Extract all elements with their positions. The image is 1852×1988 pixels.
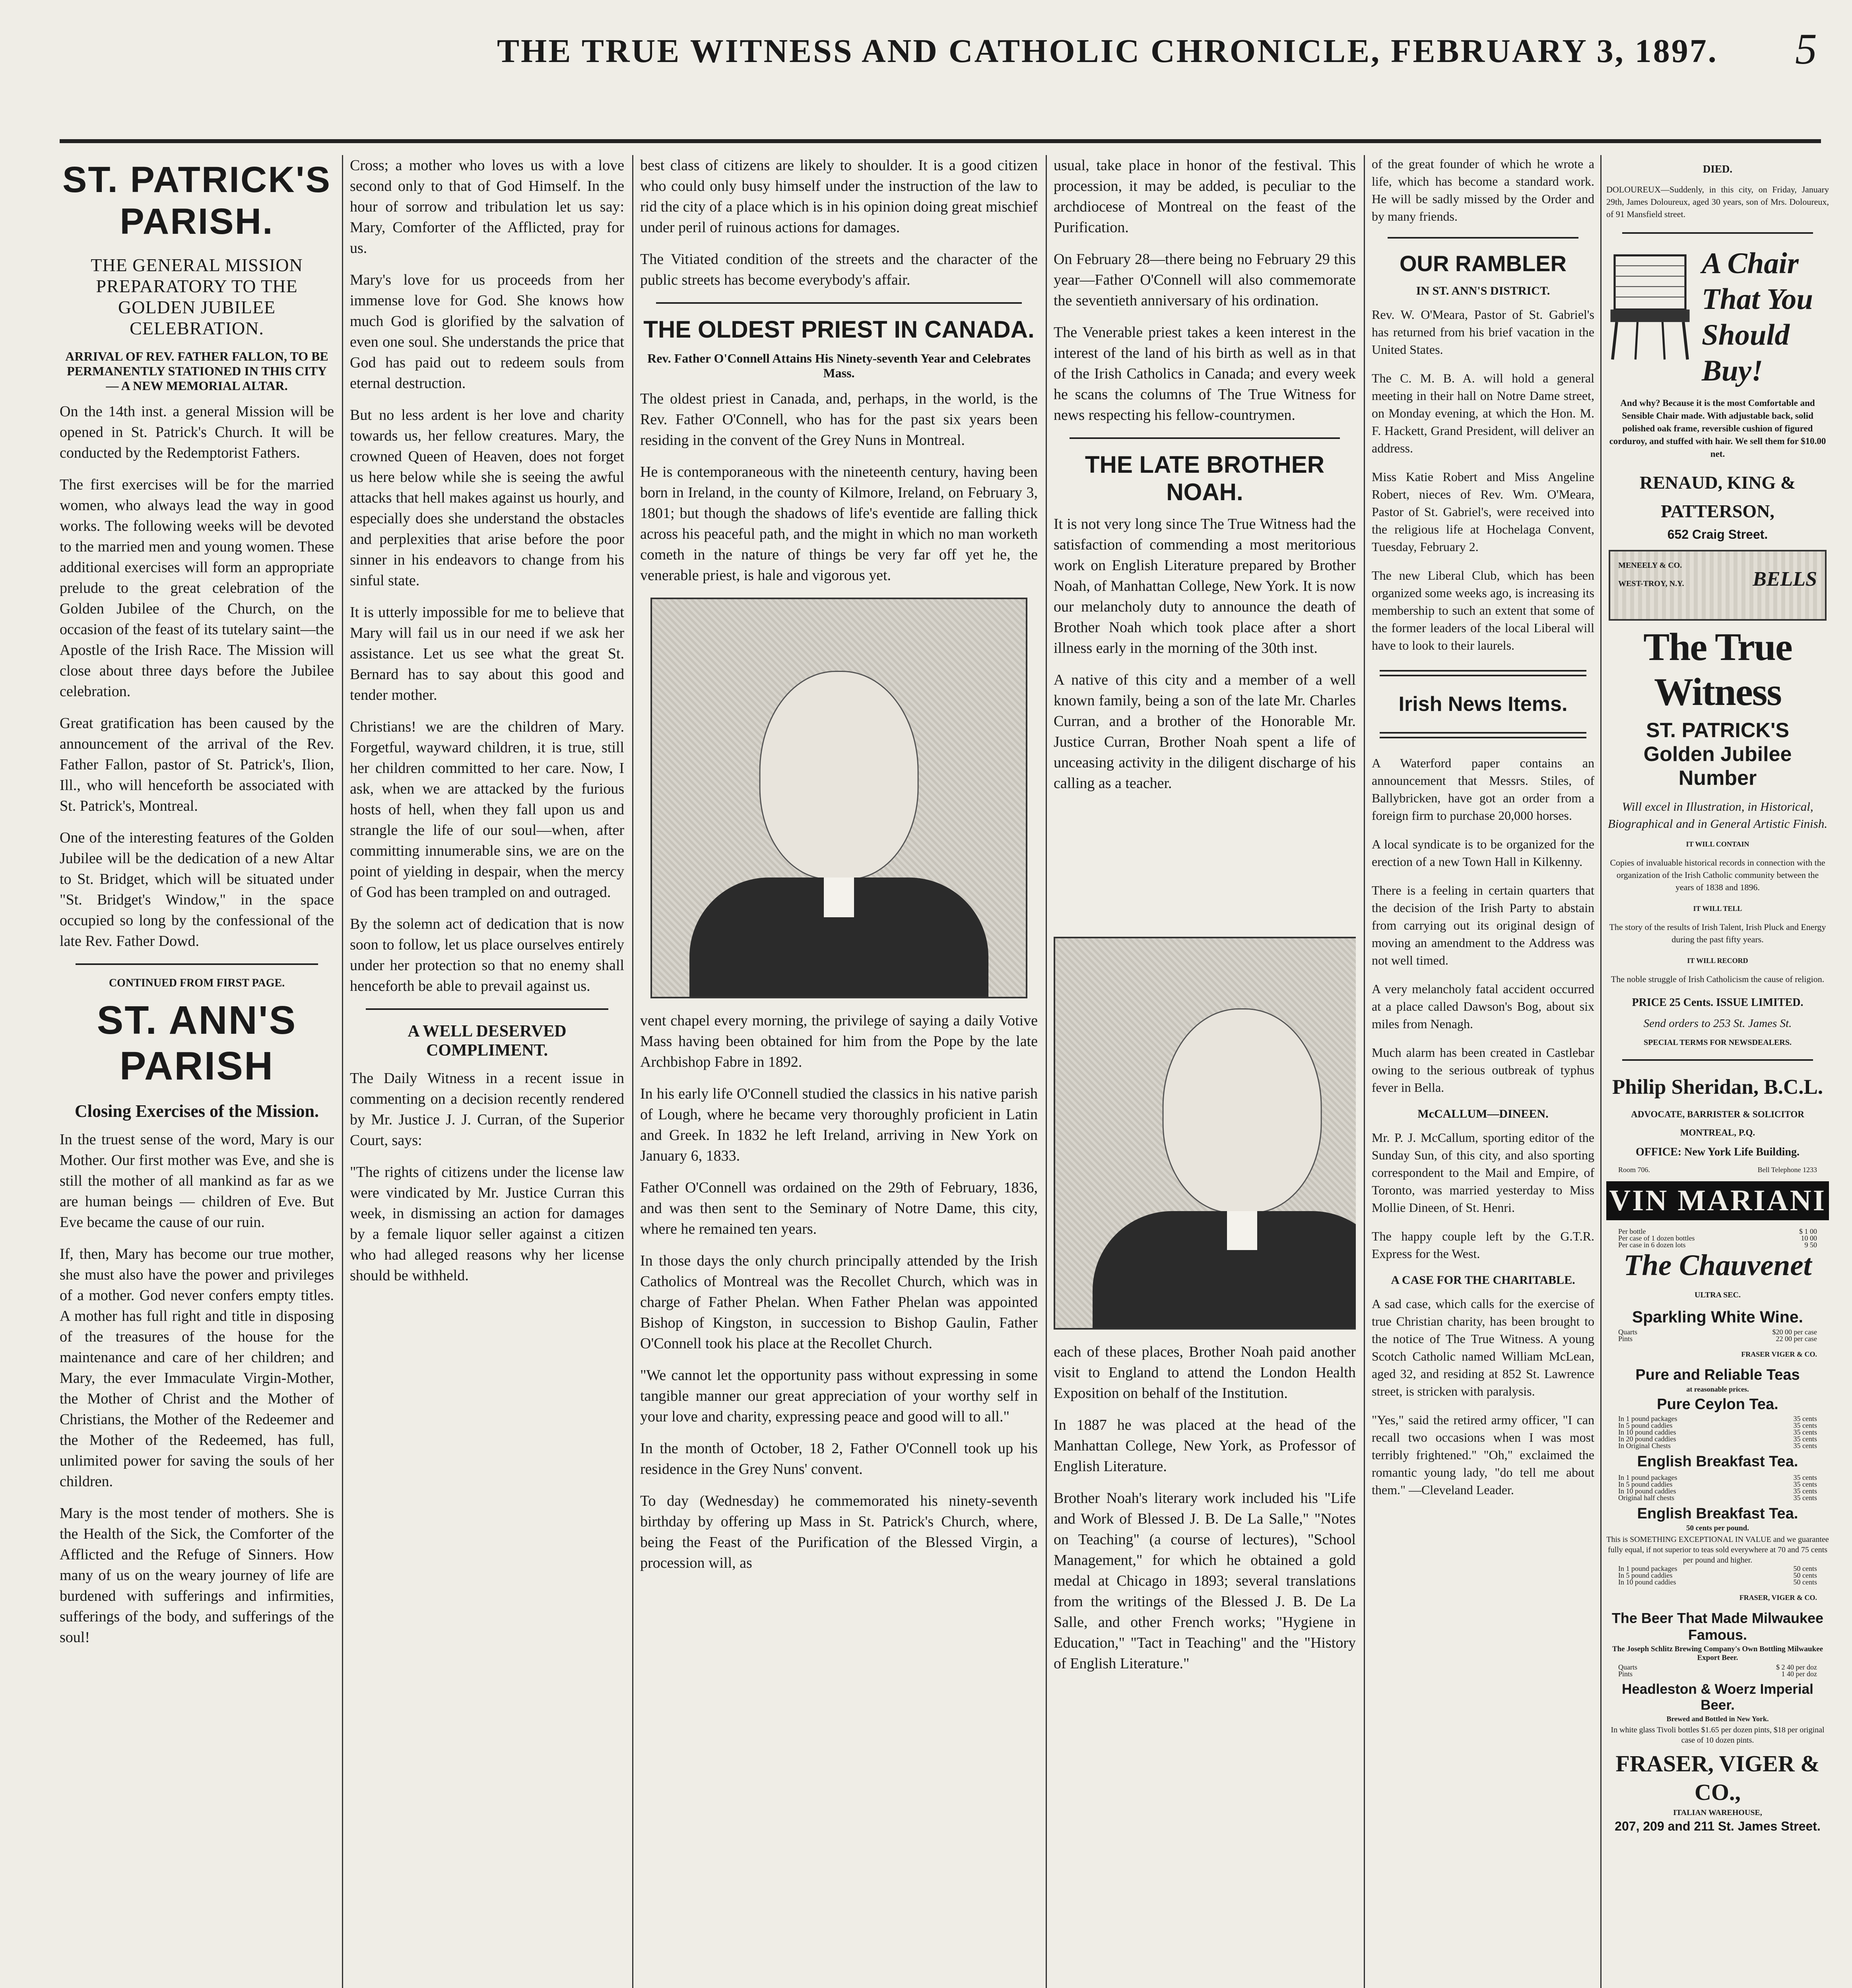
article-paragraph: A Waterford paper contains an announcement that Messrs. Stiles, of Ballybricken, have got an order from a foreign firm to purchase 20,000 horses.	[1372, 756, 1594, 823]
article-paragraph: On the 14th inst. a general Mission will be opened in St. Patrick's Church. It will be conducted by the Redemptorist Fathers.	[60, 403, 334, 461]
died-notice: DOLOUREUX—Suddenly, in this city, on Friday, January 29th, James Doloureux, aged 30 years, son of Mrs. Doloureux, of 91 Mansfield street.	[1606, 184, 1829, 219]
lawyer-office: OFFICE: New York Life Building.	[1636, 1146, 1800, 1158]
divider	[366, 1008, 608, 1010]
price-item: In 1 pound packages	[1618, 1474, 1677, 1481]
price-value: 50 cents	[1793, 1565, 1817, 1573]
lawyer-title: ADVOCATE, BARRISTER & SOLICITOR	[1631, 1109, 1804, 1119]
chair-icon	[1606, 246, 1694, 365]
column-5	[1372, 155, 1594, 1988]
fraser-big: FRASER, VIGER & CO.,	[1615, 1751, 1820, 1805]
price-row	[1606, 1579, 1829, 1586]
subheading-st-anns-district: IN ST. ANN'S DISTRICT.	[1416, 284, 1550, 297]
fraser-address: 207, 209 and 211 St. James Street.	[1615, 1819, 1821, 1833]
divider	[1070, 437, 1340, 439]
article-paragraph: A sad case, which calls for the exercise of true Christian charity, has been brought to the notice of The True Witness. A young Scotch Catholic named William McLean, aged 32, and residing at 852 St. Lawrence street, is stricken with paralysis.	[1372, 1297, 1594, 1398]
article-paragraph: There is a feeling in certain quarters that the decision of the Irish Party to abstain from carrying out its original design of moving an amendment to the Address was not well timed.	[1372, 883, 1594, 967]
portrait-face	[1163, 1008, 1322, 1213]
article-paragraph: A native of this city and a member of a well known family, being a son of the late Mr. Charles Curran, and a brother of the Honorable Mr. Justice Curran, Brother Noah spent a life of unceasing activity in the diligent discharge of his calling as a teacher.	[1054, 672, 1356, 792]
article-paragraph: It is not very long since The True Witness had the satisfaction of commending a most meritorious work on English Literature prepared by Brother Noah, of Manhattan College, New York. It is now our melancholy duty to announce the death of Brother Noah which took place after a short illness early in the morning of the 30th inst.	[1054, 516, 1356, 656]
price-value: $20 00 per case	[1772, 1328, 1817, 1336]
article-paragraph: But no less ardent is her love and charity towards us, her fellow creatures. Mary, the crowned Queen of Heaven, does not forget us here below while she is seeing the awful attacks that hell makes against us hourly, and especially does she understand the obstacles and perplexities that arise before the poor sinner in his endeavors to change from his sinful state.	[350, 407, 624, 589]
portrait-collar	[824, 878, 854, 917]
teas-heading: Pure and Reliable Teas	[1635, 1367, 1800, 1383]
ceylon-heading: Pure Ceylon Tea.	[1657, 1396, 1778, 1413]
portrait-father-oconnell	[650, 598, 1027, 998]
chauvenet-sub: ULTRA SEC.	[1695, 1291, 1741, 1299]
heading-irish-news: Irish News Items.	[1398, 693, 1568, 716]
article-paragraph: Much alarm has been created in Castlebar owing to the serious outbreak of typhus fever in Bella.	[1372, 1045, 1594, 1095]
heading-oldest-priest: THE OLDEST PRIEST IN CANADA.	[643, 316, 1035, 343]
article-paragraph: Great gratification has been caused by the announcement of the arrival of the Rev. Father Fallon, pastor of St. Patrick's, Ilion, Ill., who will henceforth be associated with St. Patrick's, Montreal.	[60, 715, 334, 814]
article-paragraph: He is contemporaneous with the nineteenth century, having been born in Ireland, in the county of Kilmore, Ireland, on February 3, 1801; but though the shadows of life's eventide are falling thick across his peaceful path, and the might in which no man worketh cometh in the nature of things be very far off yet he, the venerable priest, is hale and vigorous yet.	[640, 464, 1038, 584]
price-item: Quarts	[1618, 1663, 1637, 1671]
column-2	[350, 155, 624, 1988]
divider	[1622, 232, 1813, 234]
article-paragraph: On February 28—there being no February 29 this year—Father O'Connell will also commemorate the seventieth anniversary of his ordination.	[1054, 251, 1356, 309]
article-paragraph: Rev. W. O'Meara, Pastor of St. Gabriel's has returned from his brief vacation in the United States.	[1372, 307, 1594, 357]
price-item: Quarts	[1618, 1328, 1637, 1336]
price-item: Per bottle	[1618, 1227, 1646, 1235]
article-paragraph: If, then, Mary has become our true mother, she must also have the power and privileges of a mother. God never confers empty titles. A mother has full right and title in disposing of the treasures of the house for the maintenance and care of her children; and Mary, the ever Immaculate Virgin-Mother, the Mother of Christ and the Mother of Christians, the Mother of the Redeemer and the Mother of the Redeemed, has full, unlimited power for saving the souls of her children.	[60, 1246, 334, 1490]
headleston-text: In white glass Tivoli bottles $1.65 per dozen pints, $18 per original case of 10 dozen pints.	[1611, 1726, 1825, 1745]
deck-father-oconnell: Rev. Father O'Connell Attains His Ninety-seventh Year and Celebrates Mass.	[647, 351, 1031, 380]
article-paragraph: Miss Katie Robert and Miss Angeline Robert, nieces of Rev. Wm. O'Meara, Pastor of St. Gabriel's, were received into the religious life at Hochelaga Convent, Tuesday, February 2.	[1372, 470, 1594, 554]
firm-address: 652 Craig Street.	[1667, 527, 1768, 542]
price-item: In 20 pound caddies	[1618, 1435, 1676, 1443]
price-value: 35 cents	[1793, 1487, 1817, 1495]
article-paragraph: "We cannot let the opportunity pass without expressing in some tangible manner our great appreciation of your worthy self in your love and charity, expressing peace and good will to all."	[640, 1367, 1038, 1425]
lawyer-name: Philip Sheridan, B.C.L.	[1612, 1076, 1823, 1099]
divider	[656, 302, 1022, 304]
column-3	[640, 155, 1038, 1988]
heading-st-patricks-parish: ST. PATRICK'S PARISH.	[62, 159, 331, 242]
price-item: Per case in 6 dozen lots	[1618, 1241, 1686, 1249]
divider	[1622, 1059, 1813, 1061]
bells-ad	[1609, 550, 1827, 621]
column-rule	[632, 155, 633, 1988]
paper-title: The True Witness	[1643, 625, 1792, 714]
divider	[1380, 670, 1586, 676]
divider	[1388, 237, 1578, 239]
lawyer-contact	[1606, 1167, 1829, 1173]
page-number: 5	[1795, 25, 1817, 73]
price-value: 10 00	[1801, 1234, 1817, 1242]
price-value: $ 1 00	[1799, 1227, 1817, 1235]
article-paragraph: The oldest priest in Canada, and, perhaps, in the world, is the Rev. Father O'Connell, who has for the past six years been residing in the convent of the Grey Nuns in Montreal.	[640, 390, 1038, 448]
deck-father-fallon: ARRIVAL OF REV. FATHER FALLON, TO BE PERMANENTLY STATIONED IN THIS CITY — A NEW MEMORIAL ALTAR.	[65, 349, 328, 393]
article-paragraph: The C. M. B. A. will hold a general meeting in their hall on Notre Dame street, on Monday evening, at which the Hon. M. F. Hackett, Grand President, will deliver an address.	[1372, 371, 1594, 455]
english-tea-sub: 50 cents per pound.	[1686, 1524, 1749, 1532]
article-paragraph: In the month of October, 18 2, Father O'Connell took up his residence in the Grey Nuns' convent.	[640, 1440, 1038, 1477]
jubilee-desc: Will excel in Illustration, in Historical, Biographical and in General Artistic Finish.	[1607, 800, 1828, 831]
column-4	[1054, 155, 1356, 1988]
article-paragraph: Mary's love for us proceeds from her immense love for God. She knows how much God is glorified by the salvation of even one soul. She understands the price that God has paid out to redeem souls from eternal destruction.	[350, 272, 624, 392]
price-item: In 10 pound caddies	[1618, 1578, 1676, 1586]
price-row	[1606, 1671, 1829, 1677]
column-rule	[1600, 155, 1602, 1988]
article-paragraph: vent chapel every morning, the privilege of saying a daily Votive Mass having been obtained for him from the Pope by the late Archbishop Fabre in 1892.	[640, 1012, 1038, 1070]
headleston-heading: Headleston & Woerz Imperial Beer.	[1622, 1681, 1813, 1713]
article-paragraph: In 1887 he was placed at the head of the Manhattan College, New York, as Professor of English Literature.	[1054, 1417, 1356, 1475]
bells-text: BELLS	[1753, 568, 1817, 590]
article-paragraph: One of the interesting features of the Golden Jubilee will be the dedication of a new Altar to St. Bridget, which will be situated under "St. Bridget's Window," in the space occupied so long by the confessional of the late Rev. Father Dowd.	[60, 829, 334, 949]
price-item: In 10 pound caddies	[1618, 1487, 1676, 1495]
price-value: $ 2 40 per doz	[1776, 1663, 1817, 1671]
price-value: 35 cents	[1793, 1494, 1817, 1502]
subheading-closing-exercises: Closing Exercises of the Mission.	[75, 1101, 319, 1121]
vin-mariani: VIN MARIANI	[1606, 1181, 1829, 1220]
article-paragraph: In his early life O'Connell studied the classics in his native parish of Lough, where he became very thoroughly proficient in Latin and Greek. In 1832 he left Ireland, arriving in New York on January 6, 1833.	[640, 1085, 1038, 1164]
english-tea-heading: English Breakfast Tea.	[1637, 1453, 1798, 1470]
article-paragraph: A local syndicate is to be organized for the erection of a new Town Hall in Kilkenny.	[1372, 837, 1594, 869]
chair-word: Should Buy!	[1702, 318, 1790, 387]
price-item: In 5 pound caddies	[1618, 1571, 1673, 1579]
price-item: In 1 pound packages	[1618, 1565, 1677, 1573]
article-paragraph: It is utterly impossible for me to believe that Mary will fail us in our need if we ask her assistance. Let us see what the great St. Bernard has to say about this good and tender mother.	[350, 604, 624, 703]
article-paragraph: each of these places, Brother Noah paid another visit to England to attend the London Health Exposition on behalf of the Institution.	[1054, 1343, 1356, 1402]
chair-text: And why? Because it is the most Comfortable and Sensible Chair made. With adjustable back, solid polished oak frame, reversible cushion of figured corduroy, and stuffed with hair. We sell them for $10.00 net.	[1609, 398, 1826, 459]
special-terms: SPECIAL TERMS FOR NEWSDEALERS.	[1644, 1038, 1792, 1047]
jubilee-title: ST. PATRICK'S	[1646, 719, 1789, 742]
price-item: In 1 pound packages	[1618, 1415, 1677, 1423]
price-value: 1 40 per doz	[1781, 1670, 1817, 1678]
price-value: 35 cents	[1793, 1415, 1817, 1423]
column-1	[60, 155, 334, 1988]
jubilee-paragraph: Copies of invaluable historical records in connection with the organization of the Irish Catholic community between the years of 1838 and 1896.	[1610, 858, 1825, 892]
portrait-coat	[1093, 1211, 1356, 1328]
article-paragraph: The Daily Witness in a recent issue in commenting on a decision recently rendered by Mr. Justice J. J. Curran, of the Superior Court, says:	[350, 1070, 624, 1149]
article-paragraph: The Venerable priest takes a keen interest in the interest of the land of his birth as well as in that of the Irish Catholics in Canada; and every week he scans the columns of The True Witness for news respecting his fellow-countrymen.	[1054, 324, 1356, 423]
chair-word: A Chair	[1702, 247, 1799, 280]
heading-mccallum-dineen: McCALLUM—DINEEN.	[1417, 1107, 1549, 1120]
sparkling-wine: Sparkling White Wine.	[1632, 1308, 1803, 1326]
chair-word: That You	[1702, 283, 1813, 316]
price-value: 35 cents	[1793, 1421, 1817, 1429]
jubilee-tell: IT WILL TELL	[1693, 905, 1742, 912]
price-line: PRICE 25 Cents. ISSUE LIMITED.	[1632, 996, 1803, 1009]
jubilee-paragraph: The noble struggle of Irish Catholicism the cause of religion.	[1611, 974, 1825, 984]
jubilee-contains: IT WILL CONTAIN	[1686, 840, 1749, 848]
price-value: 35 cents	[1793, 1435, 1817, 1443]
article-paragraph: By the solemn act of dedication that is now soon to follow, let us place ourselves entirely under her protection so that no enemy shall henceforth be able to prevail against us.	[350, 916, 624, 994]
price-value: 9 50	[1804, 1241, 1817, 1249]
price-item: Pints	[1618, 1335, 1633, 1343]
article-paragraph: usual, take place in honor of the festival. This procession, it may be added, is peculiar to the archdiocese of Montreal on the feast of the Purification.	[1054, 157, 1356, 236]
price-value: 35 cents	[1793, 1442, 1817, 1450]
article-paragraph: To day (Wednesday) he commemorated his ninety-seventh birthday by offering up Mass in St. Patrick's Church, where, being the Feast of the Purification of the Blessed Virgin, a procession will, as	[640, 1493, 1038, 1571]
column-rule	[1046, 155, 1047, 1988]
column-6-ads	[1606, 155, 1829, 1988]
article-paragraph: of the great founder of which he wrote a life, which has become a standard work. He will be sadly missed by the Order and by many friends.	[1372, 157, 1594, 223]
heading-died: DIED.	[1703, 163, 1733, 175]
price-item: In 5 pound caddies	[1618, 1480, 1673, 1488]
price-row	[1606, 1495, 1829, 1501]
article-paragraph: "The rights of citizens under the license law were vindicated by Mr. Justice Curran this week, in dismissing an action for damages by a female liquor seller against a citizen who had alleged reasons why her license should be withheld.	[350, 1164, 624, 1284]
article-paragraph: Mary is the most tender of mothers. She is the Health of the Sick, the Comforter of the Afflicted and the Refuge of Sinners. How many of us on the weary journey of life are burdened with sufferings and infirmities, sufferings of the body, and sufferings of the soul!	[60, 1505, 334, 1646]
subheading-general-mission: THE GENERAL MISSION PREPARATORY TO THE GOLDEN JUBILEE CELEBRATION.	[91, 255, 303, 338]
article-paragraph: Mr. P. J. McCallum, sporting editor of the Sunday Sun, of this city, and also sporting correspondent to the Mail and Empire, of Toronto, was married yesterday to Miss Mollie Dineen, of St. Henri.	[1372, 1130, 1594, 1215]
portrait-collar	[1227, 1211, 1257, 1250]
masthead	[60, 8, 1821, 143]
column-rule	[342, 155, 343, 1988]
order-line: Send orders to 253 St. James St.	[1643, 1017, 1792, 1030]
price-value: 50 cents	[1793, 1578, 1817, 1586]
heading-st-anns-parish: ST. ANN'S PARISH	[97, 998, 297, 1088]
article-paragraph: "Yes," said the retired army officer, "I can recall two occasions when I was most terribly frightened." "Oh," exclaimed the romantic young lady, "do tell me about them." —Cleveland Leader.	[1372, 1413, 1594, 1497]
column-rule	[1364, 155, 1365, 1988]
heading-late-brother-noah: THE LATE BROTHER NOAH.	[1085, 451, 1325, 505]
chair-illustration	[1606, 246, 1694, 365]
price-item: In 10 pound caddies	[1618, 1428, 1676, 1436]
beer-sub: The Joseph Schlitz Brewing Company's Own Bottling Milwaukee Export Beer.	[1612, 1645, 1823, 1662]
jubilee-record: IT WILL RECORD	[1687, 957, 1748, 965]
lawyer-phone: Bell Telephone 1233	[1757, 1166, 1817, 1174]
price-row	[1606, 1336, 1829, 1342]
article-paragraph: A very melancholy fatal accident occurred at a place called Dawson's Bog, about six miles from Nenagh.	[1372, 982, 1594, 1031]
article-paragraph: Brother Noah's literary work included his "Life and Work of Blessed J. B. De La Salle," "Notes on Teaching" (a course of lectures), "School Management," for which he obtained a gold medal at Chicago in 1893; several translations from the writings of the Blessed J. B. De La Salle, and other French works; "Hygiene in Education," "Tact in Teaching" and the "History of English Literature."	[1054, 1490, 1356, 1672]
price-row	[1606, 1442, 1829, 1449]
continued-note: CONTINUED FROM FIRST PAGE.	[109, 977, 285, 989]
article-paragraph: Christians! we are the children of Mary. Forgetful, wayward children, it is true, still her children committed to her care. Now, I ask, when we are attacked by the furious hosts of hell, when they fall upon us and strangle the life of our soul—when, after committing innumerable sins, we are on the point of yielding in despair, when the mercy of God has been trampled on and outraged.	[350, 718, 624, 901]
price-value: 35 cents	[1793, 1474, 1817, 1481]
price-item: Original half chests	[1618, 1494, 1674, 1502]
teas-sub: at reasonable prices.	[1686, 1385, 1749, 1393]
lawyer-city: MONTREAL, P.Q.	[1680, 1128, 1755, 1138]
price-item: Per case of 1 dozen bottles	[1618, 1234, 1695, 1242]
portrait-face	[759, 671, 919, 880]
fraser-sub: ITALIAN WAREHOUSE,	[1673, 1808, 1762, 1817]
heading-case-charitable: A CASE FOR THE CHARITABLE.	[1391, 1274, 1575, 1287]
heading-our-rambler: OUR RAMBLER	[1400, 251, 1567, 276]
price-value: 22 00 per case	[1776, 1335, 1817, 1343]
masthead-title: THE TRUE WITNESS AND CATHOLIC CHRONICLE, FEBRUARY 3, 1897.	[497, 33, 1718, 70]
price-value: 35 cents	[1793, 1428, 1817, 1436]
price-value: 50 cents	[1793, 1571, 1817, 1579]
article-paragraph: best class of citizens are likely to shoulder. It is a good citizen who could only busy himself under the instruction of the law to rid the city of a place which is in his opinion doing great mischief under peril of ruinous actions for damages.	[640, 157, 1038, 236]
article-paragraph: Father O'Connell was ordained on the 29th of February, 1836, and was then sent to the Seminary of Notre Dame, this city, where he remained ten years.	[640, 1179, 1038, 1237]
chair-ad	[1606, 246, 1829, 389]
price-value: 35 cents	[1793, 1480, 1817, 1488]
article-paragraph: The first exercises will be for the married women, who always lead the way in good works. The following weeks will be devoted to the married men and young women. These additional exercises will form an appropriate prelude to the great celebration of the Golden Jubilee of the Church, on the occasion of the feast of its tutelary saint—the Apostle of the Irish Race. The Mission will close about three days before the Jubilee celebration.	[60, 476, 334, 700]
fraser-short: FRASER VIGER & CO.	[1741, 1350, 1817, 1358]
article-paragraph: The happy couple left by the G.T.R. Express for the West.	[1372, 1229, 1594, 1261]
article-paragraph: Cross; a mother who loves us with a love second only to that of God Himself. In the hour of sorrow and tribulation let us say: Mary, Comforter of the Afflicted, pray for us.	[350, 157, 624, 256]
chair-headline	[1702, 246, 1829, 389]
divider	[76, 963, 318, 965]
beer-heading: The Beer That Made Milwaukee Famous.	[1611, 1610, 1824, 1643]
headleston-sub: Brewed and Bottled in New York.	[1666, 1715, 1769, 1723]
article-paragraph: The Vitiated condition of the streets and the character of the public streets has become everybody's affair.	[640, 251, 1038, 288]
fraser-mid: FRASER, VIGER & CO.	[1739, 1594, 1817, 1602]
heading-well-deserved-compliment: A WELL DESERVED COMPLIMENT.	[408, 1022, 567, 1060]
divider	[1380, 732, 1586, 738]
chauvenet-title: The Chauvenet	[1623, 1249, 1812, 1282]
price-item: In Original Chests	[1618, 1442, 1671, 1450]
article-paragraph: In the truest sense of the word, Mary is our Mother. Our first mother was Eve, and she is still the mother of all mankind as far as we are human beings — children of Eve. But Eve became the cause of our ruin.	[60, 1131, 334, 1231]
firm-renaud: RENAUD, KING & PATTERSON,	[1639, 472, 1796, 521]
article-paragraph: The new Liberal Club, which has been organized some weeks ago, is increasing its membership to such an extent that some of the former leaders of the local Liberal will have to look to their laurels.	[1372, 568, 1594, 652]
english-tea-text: This is SOMETHING EXCEPTIONAL IN VALUE and we guarantee fully equal, if not superior to teas sold everywhere at 70 and 75 cents per pound and higher.	[1606, 1535, 1829, 1565]
price-item: In 5 pound caddies	[1618, 1421, 1673, 1429]
article-paragraph: In those days the only church principally attended by the Irish Catholics of Montreal was the Recollet Church, which was in charge of Father Phelan. When Father Phelan was appointed Bishop of Kingston, in succession to Bishop Gaulin, Father O'Connell took his place at the Recollet Church.	[640, 1252, 1038, 1352]
jubilee-paragraph: The story of the results of Irish Talent, Irish Pluck and Energy during the past fifty years.	[1609, 922, 1826, 944]
bells-text: MENEELY & CO.	[1618, 561, 1682, 570]
english-tea-heading: English Breakfast Tea.	[1637, 1505, 1798, 1522]
price-row	[1606, 1242, 1829, 1248]
lawyer-room: Room 706.	[1618, 1166, 1650, 1174]
portrait-brother-noah	[1054, 937, 1356, 1330]
price-item: Pints	[1618, 1670, 1633, 1678]
bells-text: WEST-TROY, N.Y.	[1618, 579, 1684, 588]
jubilee-title: Golden Jubilee Number	[1643, 743, 1792, 790]
